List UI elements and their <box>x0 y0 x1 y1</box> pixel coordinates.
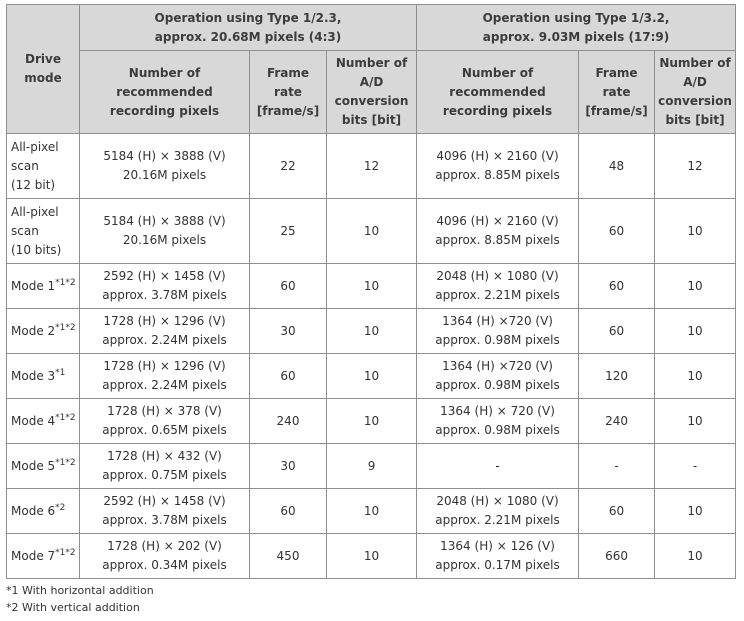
cell-ad-bits-type-1-2-3: 12 <box>327 134 417 199</box>
drive-mode-label: Mode 4 <box>11 413 56 428</box>
cell-frame-rate-type-1-3-2: 48 <box>579 134 655 199</box>
footnotes <box>6 582 154 616</box>
cell-pixels-type-1-3-2: - <box>417 444 579 489</box>
cell-pixels-type-1-3-2: 1364 (H) ×720 (V) approx. 0.98M pixels <box>417 309 579 354</box>
table-row <box>7 199 736 264</box>
table-row <box>7 354 736 399</box>
cell-frame-rate-type-1-2-3: 450 <box>250 534 327 579</box>
table-row <box>7 534 736 579</box>
cell-ad-bits-type-1-2-3: 10 <box>327 399 417 444</box>
cell-ad-bits-type-1-3-2: 12 <box>655 134 736 199</box>
cell-frame-rate-type-1-2-3: 30 <box>250 309 327 354</box>
cell-ad-bits-type-1-2-3: 10 <box>327 489 417 534</box>
cell-pixels-type-1-2-3: 5184 (H) × 3888 (V) 20.16M pixels <box>80 134 250 199</box>
cell-pixels-type-1-2-3: 2592 (H) × 1458 (V) approx. 3.78M pixels <box>80 264 250 309</box>
table-row <box>7 444 736 489</box>
cell-frame-rate-type-1-3-2: 60 <box>579 199 655 264</box>
cell-ad-bits-type-1-3-2: 10 <box>655 309 736 354</box>
header-ad-bits-b: Number of A/D conversion bits [bit] <box>655 51 736 134</box>
table-row <box>7 134 736 199</box>
cell-drive-mode <box>7 354 80 399</box>
cell-ad-bits-type-1-3-2: 10 <box>655 354 736 399</box>
cell-ad-bits-type-1-2-3: 10 <box>327 264 417 309</box>
cell-frame-rate-type-1-2-3: 60 <box>250 489 327 534</box>
cell-ad-bits-type-1-3-2: 10 <box>655 264 736 309</box>
spec-table-container <box>6 4 736 579</box>
table-row <box>7 309 736 354</box>
cell-drive-mode <box>7 264 80 309</box>
cell-drive-mode <box>7 134 80 199</box>
drive-mode-label: Mode 1 <box>11 278 56 293</box>
cell-pixels-type-1-3-2: 4096 (H) × 2160 (V) approx. 8.85M pixels <box>417 199 579 264</box>
cell-ad-bits-type-1-2-3: 9 <box>327 444 417 489</box>
cell-frame-rate-type-1-3-2: 60 <box>579 309 655 354</box>
cell-pixels-type-1-3-2: 1364 (H) × 720 (V) approx. 0.98M pixels <box>417 399 579 444</box>
cell-frame-rate-type-1-2-3: 240 <box>250 399 327 444</box>
cell-frame-rate-type-1-3-2: 240 <box>579 399 655 444</box>
cell-frame-rate-type-1-2-3: 60 <box>250 264 327 309</box>
cell-pixels-type-1-2-3: 2592 (H) × 1458 (V) approx. 3.78M pixels <box>80 489 250 534</box>
drive-mode-label: All-pixel scan (12 bit) <box>11 139 59 192</box>
cell-drive-mode <box>7 399 80 444</box>
cell-pixels-type-1-2-3: 5184 (H) × 3888 (V) 20.16M pixels <box>80 199 250 264</box>
drive-mode-label: Mode 5 <box>11 458 56 473</box>
cell-frame-rate-type-1-3-2: 120 <box>579 354 655 399</box>
cell-pixels-type-1-3-2: 4096 (H) × 2160 (V) approx. 8.85M pixels <box>417 134 579 199</box>
cell-frame-rate-type-1-2-3: 22 <box>250 134 327 199</box>
cell-frame-rate-type-1-2-3: 25 <box>250 199 327 264</box>
cell-frame-rate-type-1-2-3: 60 <box>250 354 327 399</box>
footnote-vertical-addition: *2 With vertical addition <box>6 601 140 614</box>
cell-frame-rate-type-1-3-2: - <box>579 444 655 489</box>
table-row <box>7 489 736 534</box>
cell-pixels-type-1-2-3: 1728 (H) × 432 (V) approx. 0.75M pixels <box>80 444 250 489</box>
cell-ad-bits-type-1-3-2: - <box>655 444 736 489</box>
cell-pixels-type-1-2-3: 1728 (H) × 202 (V) approx. 0.34M pixels <box>80 534 250 579</box>
header-group-type-1-3-2: Operation using Type 1/3.2, approx. 9.03M pixels (17:9) <box>417 5 736 51</box>
header-frame-rate-a: Frame rate [frame/s] <box>250 51 327 134</box>
footnote-marker: *1*2 <box>55 322 76 333</box>
cell-ad-bits-type-1-2-3: 10 <box>327 354 417 399</box>
footnote-horizontal-addition: *1 With horizontal addition <box>6 584 154 597</box>
drive-mode-label: Mode 2 <box>11 323 56 338</box>
cell-frame-rate-type-1-3-2: 60 <box>579 264 655 309</box>
cell-pixels-type-1-3-2: 2048 (H) × 1080 (V) approx. 2.21M pixels <box>417 489 579 534</box>
header-frame-rate-b: Frame rate [frame/s] <box>579 51 655 134</box>
cell-pixels-type-1-3-2: 2048 (H) × 1080 (V) approx. 2.21M pixels <box>417 264 579 309</box>
header-group-type-1-2-3: Operation using Type 1/2.3, approx. 20.68M pixels (4:3) <box>80 5 417 51</box>
cell-ad-bits-type-1-3-2: 10 <box>655 199 736 264</box>
cell-drive-mode <box>7 309 80 354</box>
cell-ad-bits-type-1-2-3: 10 <box>327 309 417 354</box>
header-drive-mode: Drive mode <box>7 5 80 134</box>
cell-ad-bits-type-1-3-2: 10 <box>655 534 736 579</box>
drive-mode-label: Mode 3 <box>11 368 56 383</box>
cell-drive-mode <box>7 199 80 264</box>
cell-drive-mode <box>7 444 80 489</box>
footnote-marker: *1*2 <box>55 547 76 558</box>
cell-pixels-type-1-3-2: 1364 (H) × 126 (V) approx. 0.17M pixels <box>417 534 579 579</box>
cell-ad-bits-type-1-3-2: 10 <box>655 489 736 534</box>
cell-pixels-type-1-2-3: 1728 (H) × 378 (V) approx. 0.65M pixels <box>80 399 250 444</box>
cell-ad-bits-type-1-3-2: 10 <box>655 399 736 444</box>
table-row <box>7 264 736 309</box>
cell-frame-rate-type-1-3-2: 660 <box>579 534 655 579</box>
cell-ad-bits-type-1-2-3: 10 <box>327 199 417 264</box>
cell-frame-rate-type-1-3-2: 60 <box>579 489 655 534</box>
header-recommended-pixels-a: Number of recommended recording pixels <box>80 51 250 134</box>
drive-mode-label: Mode 6 <box>11 503 56 518</box>
table-row <box>7 399 736 444</box>
cell-frame-rate-type-1-2-3: 30 <box>250 444 327 489</box>
header-recommended-pixels-b: Number of recommended recording pixels <box>417 51 579 134</box>
footnote-marker: *1*2 <box>55 457 76 468</box>
cell-pixels-type-1-2-3: 1728 (H) × 1296 (V) approx. 2.24M pixels <box>80 354 250 399</box>
cell-ad-bits-type-1-2-3: 10 <box>327 534 417 579</box>
drive-mode-spec-table <box>6 4 736 579</box>
drive-mode-label: All-pixel scan (10 bits) <box>11 204 62 257</box>
footnote-marker: *2 <box>55 502 66 513</box>
header-ad-bits-a: Number of A/D conversion bits [bit] <box>327 51 417 134</box>
footnote-marker: *1 <box>55 367 66 378</box>
cell-pixels-type-1-2-3: 1728 (H) × 1296 (V) approx. 2.24M pixels <box>80 309 250 354</box>
cell-drive-mode <box>7 534 80 579</box>
drive-mode-label: Mode 7 <box>11 548 56 563</box>
cell-pixels-type-1-3-2: 1364 (H) ×720 (V) approx. 0.98M pixels <box>417 354 579 399</box>
footnote-marker: *1*2 <box>55 277 76 288</box>
footnote-marker: *1*2 <box>55 412 76 423</box>
cell-drive-mode <box>7 489 80 534</box>
